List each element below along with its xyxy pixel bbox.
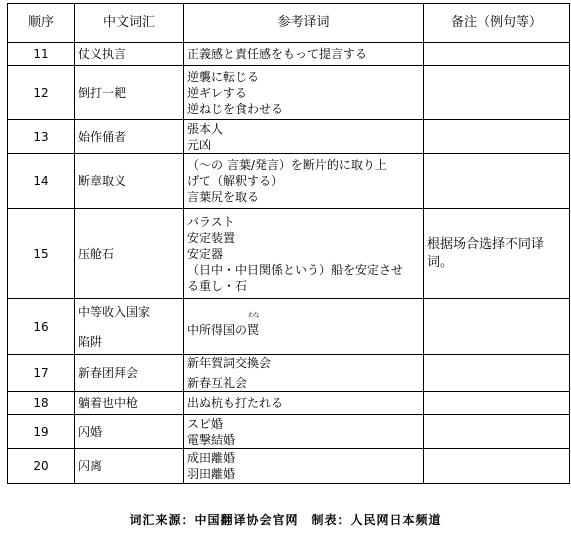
chinese-term-line: 闪婚 bbox=[78, 424, 103, 439]
table-row bbox=[8, 154, 570, 209]
reference-translation bbox=[184, 299, 424, 355]
reference-line bbox=[187, 311, 420, 338]
chinese-term bbox=[75, 43, 184, 66]
chinese-term-line: 陷阱 bbox=[78, 334, 103, 349]
row-number: 15 bbox=[8, 209, 75, 299]
furigana: わな bbox=[248, 311, 260, 319]
reference-line: 安定装置 bbox=[187, 230, 236, 245]
reference-line: 安定器 bbox=[187, 246, 224, 261]
reference-translation bbox=[184, 415, 424, 449]
row-number: 11 bbox=[8, 43, 75, 66]
notes-cell bbox=[424, 299, 570, 355]
reference-line: （日中・中日関係という）船を安定させ bbox=[187, 262, 404, 277]
chinese-term-line: 始作俑者 bbox=[78, 129, 127, 144]
table-row bbox=[8, 209, 570, 299]
source-credit: 词汇来源：中国翻译协会官网 制表：人民网日本频道 bbox=[129, 513, 442, 527]
reference-line: 出ぬ杭も打たれる bbox=[187, 396, 284, 410]
reference-line: げて（解釈する） bbox=[187, 174, 284, 188]
chinese-term-line: 倒打一耙 bbox=[78, 85, 127, 100]
chinese-term bbox=[75, 299, 184, 355]
chinese-term-line: 躺着也中枪 bbox=[78, 396, 139, 410]
header-notes: 备注（例句等） bbox=[424, 4, 570, 43]
reference-line: る重し・石 bbox=[187, 278, 248, 293]
table-body bbox=[8, 43, 570, 484]
chinese-term bbox=[75, 209, 184, 299]
table-row bbox=[8, 449, 570, 484]
reference-translation bbox=[184, 154, 424, 209]
reference-line: スピ婚 bbox=[187, 416, 224, 431]
table-row bbox=[8, 43, 570, 66]
chinese-term bbox=[75, 415, 184, 449]
header-reference: 参考译词 bbox=[184, 4, 424, 43]
notes-cell bbox=[424, 415, 570, 449]
reference-line: （〜の 言葉/発言）を断片的に取り上 bbox=[187, 158, 387, 172]
ruby-wrapper bbox=[187, 311, 260, 338]
notes-cell bbox=[424, 43, 570, 66]
reference-line: バラスト bbox=[187, 214, 235, 229]
note-line: 词。 bbox=[427, 254, 454, 270]
table-row bbox=[8, 392, 570, 415]
row-number: 17 bbox=[8, 355, 75, 392]
reference-translation bbox=[184, 209, 424, 299]
row-number: 18 bbox=[8, 392, 75, 415]
reference-line: 新年賀詞交換会 bbox=[187, 356, 272, 370]
chinese-term-line: 压舱石 bbox=[78, 246, 115, 261]
notes-cell bbox=[424, 209, 570, 299]
row-number: 13 bbox=[8, 120, 75, 154]
table-row bbox=[8, 415, 570, 449]
header-chinese: 中文词汇 bbox=[75, 4, 184, 43]
chinese-term bbox=[75, 355, 184, 392]
note-line: 根据场合选择不同译 bbox=[427, 236, 545, 252]
row-number: 20 bbox=[8, 449, 75, 484]
chinese-term bbox=[75, 392, 184, 415]
row-number: 14 bbox=[8, 154, 75, 209]
notes-cell bbox=[424, 392, 570, 415]
table-row bbox=[8, 299, 570, 355]
table-row bbox=[8, 66, 570, 120]
notes-cell bbox=[424, 355, 570, 392]
reference-translation bbox=[184, 449, 424, 484]
glossary-table bbox=[7, 3, 570, 484]
table-row bbox=[8, 120, 570, 154]
reference-line: 逆ギレする bbox=[187, 85, 247, 100]
reference-text: 中所得国の罠 bbox=[187, 322, 260, 337]
row-number: 12 bbox=[8, 66, 75, 120]
reference-line: 羽田離婚 bbox=[187, 467, 236, 481]
notes-cell bbox=[424, 120, 570, 154]
chinese-term-line: 仗义执言 bbox=[78, 47, 127, 61]
reference-translation bbox=[184, 43, 424, 66]
reference-line: 正義感と責任感をもって提言する bbox=[187, 47, 368, 61]
reference-line: 張本人 bbox=[187, 121, 224, 136]
row-number: 16 bbox=[8, 299, 75, 355]
chinese-term-line: 新春团拜会 bbox=[78, 366, 139, 380]
chinese-term-line: 中等收入国家 bbox=[78, 304, 151, 319]
chinese-term-line: 断章取义 bbox=[78, 174, 127, 188]
reference-line: 元凶 bbox=[187, 137, 212, 152]
chinese-term-line: 闪离 bbox=[78, 459, 103, 473]
table-row bbox=[8, 355, 570, 392]
reference-translation bbox=[184, 392, 424, 415]
notes-cell bbox=[424, 449, 570, 484]
chinese-term bbox=[75, 449, 184, 484]
reference-line: 電撃結婚 bbox=[187, 432, 236, 447]
reference-line: 言葉尻を取る bbox=[187, 190, 260, 204]
reference-line: 逆ねじを食わせる bbox=[187, 101, 284, 116]
row-number: 19 bbox=[8, 415, 75, 449]
reference-translation bbox=[184, 355, 424, 392]
notes-cell bbox=[424, 66, 570, 120]
chinese-term bbox=[75, 154, 184, 209]
notes-cell bbox=[424, 154, 570, 209]
chinese-term bbox=[75, 120, 184, 154]
reference-translation bbox=[184, 120, 424, 154]
reference-line: 成田離婚 bbox=[187, 451, 236, 465]
reference-line: 新春互礼会 bbox=[187, 376, 248, 390]
header-order: 顺序 bbox=[8, 4, 75, 43]
reference-translation bbox=[184, 66, 424, 120]
reference-line: 逆襲に転じる bbox=[187, 69, 260, 84]
chinese-term bbox=[75, 66, 184, 120]
header-row bbox=[8, 4, 570, 43]
